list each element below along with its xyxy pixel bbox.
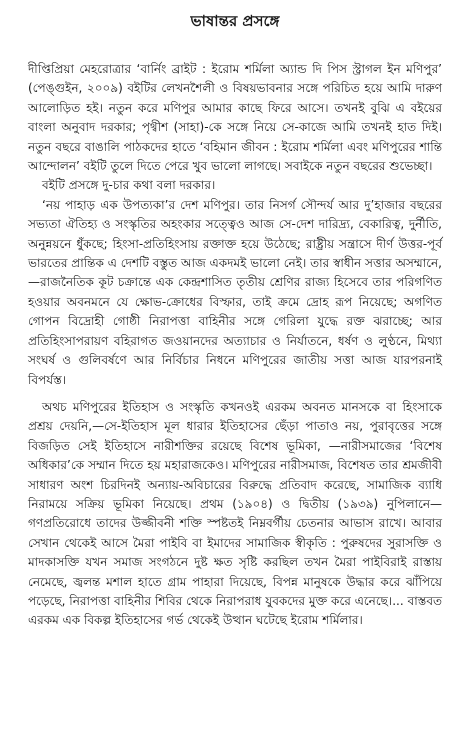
paragraph-gap (28, 390, 442, 398)
paragraph-4: অথচ মণিপুরের ইতিহাস ও সংস্কৃতি কখনওই এরকম অবনত মানসকে বা হিংসাকে প্রশ্রয় দেয়নি,—সে-ইতিহাস মূল ধারার ইতিহাসের ছেঁড়া পাতাও নয়, পুরাবৃত্তের সঙ্গে বিজড়িত সেই ইতিহাসে নারীশক্তির রয়েছে বিশেষ ভূমিকা, —নারীসমাজের ‘বিশেষ অধিকার’কে সম্মান দিতে হয় মহারাজকেও। মণিপুরের নারীসমাজ, বিশেষত তার শ্রমজীবী সাধারণ অংশ চিরদিনই অন্যায়-অবিচারের বিরুদ্ধে প্রতিবাদ করেছে, সামাজিক ব্যাধি নিরাময়ে সক্রিয় ভূমিকা নিয়েছে। প্রথম (১৯০৪) ও দ্বিতীয় (১৯৩৯) নুপিলানে—গণপ্রতিরোধে তাদের উজ্জীবনী শক্তি স্পষ্টতই নিম্নবর্গীয় চেতনার আভাস রাখে। আবার সেখান থেকেই আসে মৈরা পাইবি বা ইমাদের সামাজিক স্বীকৃতি : পুরুষদের সুরাসক্তি ও মাদকাসক্তি যখন সমাজ সংগঠনে দুষ্ট ক্ষত সৃষ্টি করছিল তখন মৈরা পাইবিরাই রাস্তায় নেমেছে, জ্বলন্ত মশাল হাতে গ্রাম পাহারা দিয়েছে, বিপন্ন মানুষকে উদ্ধার করে ঝাঁপিয়ে পড়েছে, নিরাপত্তা বাহিনীর শিবির থেকে নিরাপরাধ যুবকদের মুক্ত করে এনেছে।... বাস্তবত এরকম এক বিকল্প ইতিহাসের গর্ভ থেকেই উত্থান ঘটেছে ইরোম শর্মিলার। (28, 399, 442, 628)
page-title: ভাষান্তর প্রসঙ্গে (190, 12, 280, 30)
paragraph-1: দীপ্তিপ্রিয়া মেহরোত্রার ‘বার্নিং ব্রাইট : ইরোম শর্মিলা অ্যান্ড দি পিস স্ট্রাগল ইন মণিপুর’ (পেঙ্গুইন, ২০০৯) বইটির লেখনশৈলী ও বিষয়ভাবনার সঙ্গে পরিচিত হয়ে আমি দারুণ আলোড়িত হই। নতুন করে মণিপুর আমার কাছে ফিরে আসে। তখনই বুঝি এ বইয়ের বাংলা অনুবাদ দরকার; পৃথ্বীশ (সাহা)-কে সঙ্গে নিয়ে সে-কাজে আমি তখনই হাত দিই। নতুন বছরে বাঙালি পাঠকদের হাতে ‘বহিমান জীবন : ইরোম শর্মিলা এবং মণিপুরের শান্তি আন্দোলন’ বইটি তুলে দিতে পেরে খুব ভালো লাগছে। সবাইকে নতুন বছরের শুভেচ্ছা। (28, 62, 442, 174)
paragraph-2: বইটি প্রসঙ্গে দু-চার কথা বলা দরকার। (42, 178, 216, 193)
body-text (28, 60, 442, 631)
paragraph-3: ‘নয় পাহাড় এক উপত্যকা’র দেশ মণিপুর। তার নিসর্গ সৌন্দর্য আর দু’হাজার বছরের সভ্যতা ঐতিহ্য ও সংস্কৃতির অহংকার সত্ত্বেও আজ সে-দেশ দারিদ্র্য, বেকারিত্ব, দুর্নীতি, অনুন্নয়নে ধুঁকছে; হিংসা-প্রতিহিংসায় রক্তাক্ত হয়ে উঠেছে; রাষ্ট্রীয় সন্ত্রাসে দীর্ণ উত্তর-পূর্ব ভারতের প্রান্তিক এ দেশটি বস্তুত আজ একদমই ভালো নেই। তার স্বাধীন সত্তার অসম্মানে,—রাজনৈতিক কূট চক্রান্তে এক কেন্দ্রশাসিত তৃতীয় শ্রেণির রাজ্য হিসেবে তার পরিগণিত হওয়ার অবনমনে যে ক্ষোভ-ক্রোধের বিস্ফার, তাই ক্রমে দ্রোহ রূপ নিয়েছে; অগণিত গোপন বিদ্রোহী গোষ্ঠী নিরাপত্তা বাহিনীর সঙ্গে গেরিলা যুদ্ধে রক্ত ঝরাচ্ছে; আর প্রতিহিংসাপরায়ণ বহিরাগত জওয়ানদের অত্যাচার ও নির্যাতনে, ধর্ষণ ও লুণ্ঠনে, মিথ্যা সংঘর্ষ ও গুলিবর্ষণে আর নির্বিচার নিধনে মণিপুরের জাতীয় সত্তা আজ যারপরনাই বিপর্যস্ত। (28, 197, 442, 387)
